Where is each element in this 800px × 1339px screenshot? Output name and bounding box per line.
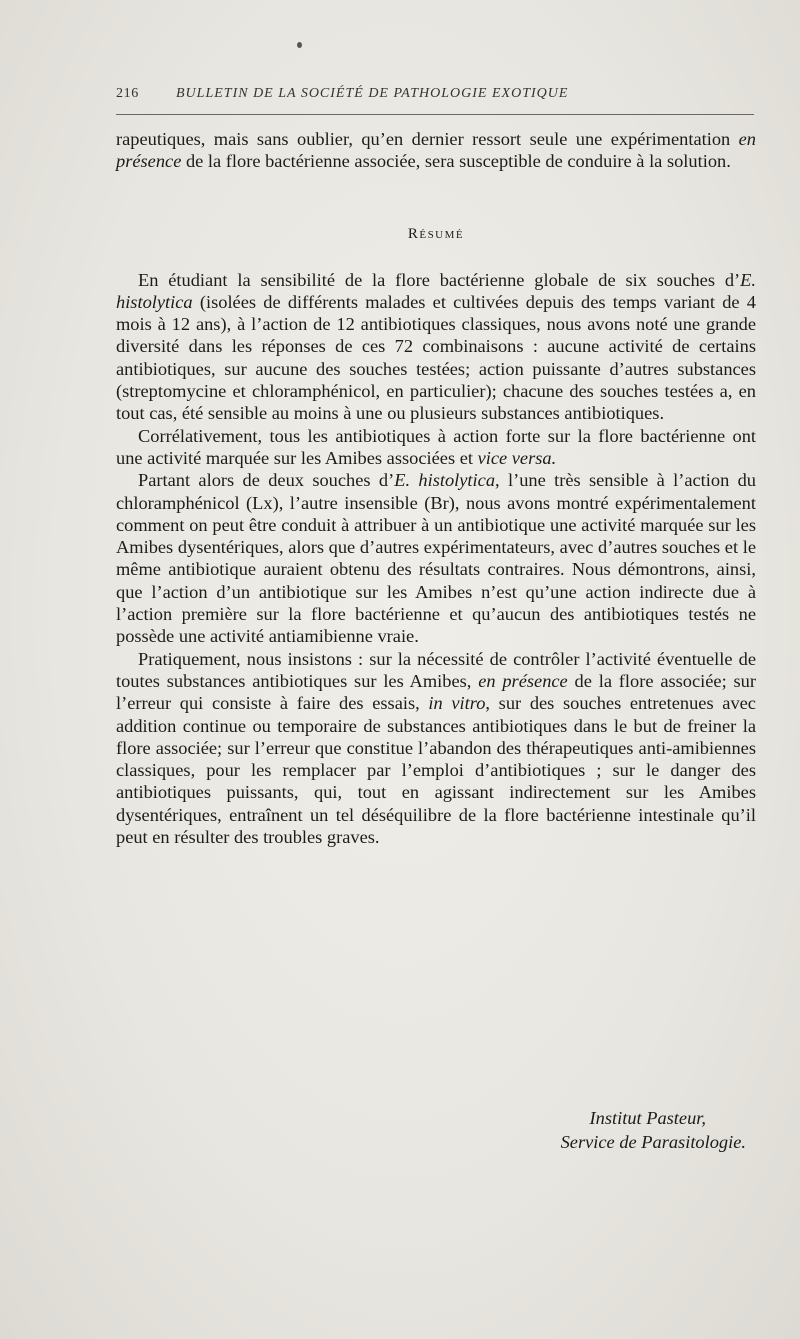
italic-text-run: en présence (116, 129, 756, 172)
continuation-paragraph (116, 128, 756, 173)
article-body (116, 128, 756, 848)
text-run: Pratiquement, nous insistons : sur la nécessité de contrôler l’activité éventuelle de toutes substances antibiotiques sur les Amibes, (116, 648, 756, 691)
italic-text-run: in vitro (428, 693, 486, 714)
text-run: Partant alors de deux souches d’ (138, 470, 395, 491)
signature-service: Service de Parasitologie. (560, 1132, 746, 1152)
italic-text-run: E. histolytica (116, 269, 756, 312)
section-title: Résumé (407, 225, 465, 242)
signature-block (561, 1106, 746, 1154)
text-run: , l’une très sensible à l’action du chloramphénicol (Lx), l’autre insensible (Br), nous avons montré expérimentalement comment on peut être conduit à attribuer à un antibiotique une activité marquée sur les Amibes dysentériques, alors que d’autres expérimentateurs, avec d’autres souches et le même antibiotique auraient obtenu des résultats contraires. Nous démontrons, ainsi, que l’action d’un antibiotique sur les Amibes n’est qu’une action indirecte due à l’action première sur la flore bactérienne et qu’aucun des antibiotiques testés ne possède une activité antiamibienne vraie. (116, 470, 756, 647)
summary-paragraph (116, 648, 756, 849)
text-run: , sur des souches entretenues avec addition continue ou temporaire de substances antibiotiques dans le but de freiner la flore associée; sur l’erreur que constitue l’abandon des thérapeutiques anti-amibiennes classiques, pour les remplacer par l’emploi d’antibiotiques ; sur le danger des antibiotiques puissants, qui, tout en agissant indirectement sur les Amibes dysentériques, entraînent un tel déséquilibre de la flore bactérienne intestinale qu’il peut en résulter des troubles graves. (116, 693, 756, 848)
ink-speck (297, 42, 302, 48)
text-run: de la flore associée; sur l’erreur qui consiste à faire des essais, (116, 670, 756, 714)
italic-text-run: vice versa. (477, 447, 557, 468)
text-run: En étudiant la sensibilité de la flore bactérienne globale de six souches d’ (138, 269, 741, 290)
header-rule (116, 114, 754, 115)
running-header (116, 86, 670, 102)
page-number: 216 (116, 86, 139, 101)
summary-paragraph (116, 425, 756, 470)
text-run: Corrélativement, tous les antibiotiques à action forte sur la flore bactérienne ont une activité marquée sur les Amibes associées et (116, 425, 756, 468)
text-run: rapeutiques, mais sans oublier, qu’en dernier ressort seule une expérimentation (116, 129, 739, 149)
text-run: (isolées de différents malades et cultivées depuis des temps variant de 4 mois à 12 ans), à l’action de 12 antibiotiques classiques, nous avons noté une grande diversité dans les réponses de ces 72 combinaisons : aucune activité de certains antibiotiques, sur aucune des souches testées; action puissante d’autres substances (streptomycine et chloramphénicol, en particulier); chacune des souches testées a, en tout cas, été sensible au moins à une ou plusieurs substances antibiotiques. (116, 291, 756, 424)
summary-paragraph (116, 269, 756, 425)
italic-text-run: E. histolytica (394, 470, 496, 491)
summary-paragraphs (116, 269, 756, 849)
summary-paragraph (116, 469, 756, 647)
text-run: de la flore bactérienne associée, sera susceptible de conduire à la solution. (181, 151, 731, 172)
italic-text-run: en présence (478, 670, 568, 691)
signature-institution: Institut Pasteur, (589, 1108, 706, 1128)
journal-title: BULLETIN DE LA SOCIÉTÉ DE PATHOLOGIE EXOTIQUE (176, 86, 569, 101)
